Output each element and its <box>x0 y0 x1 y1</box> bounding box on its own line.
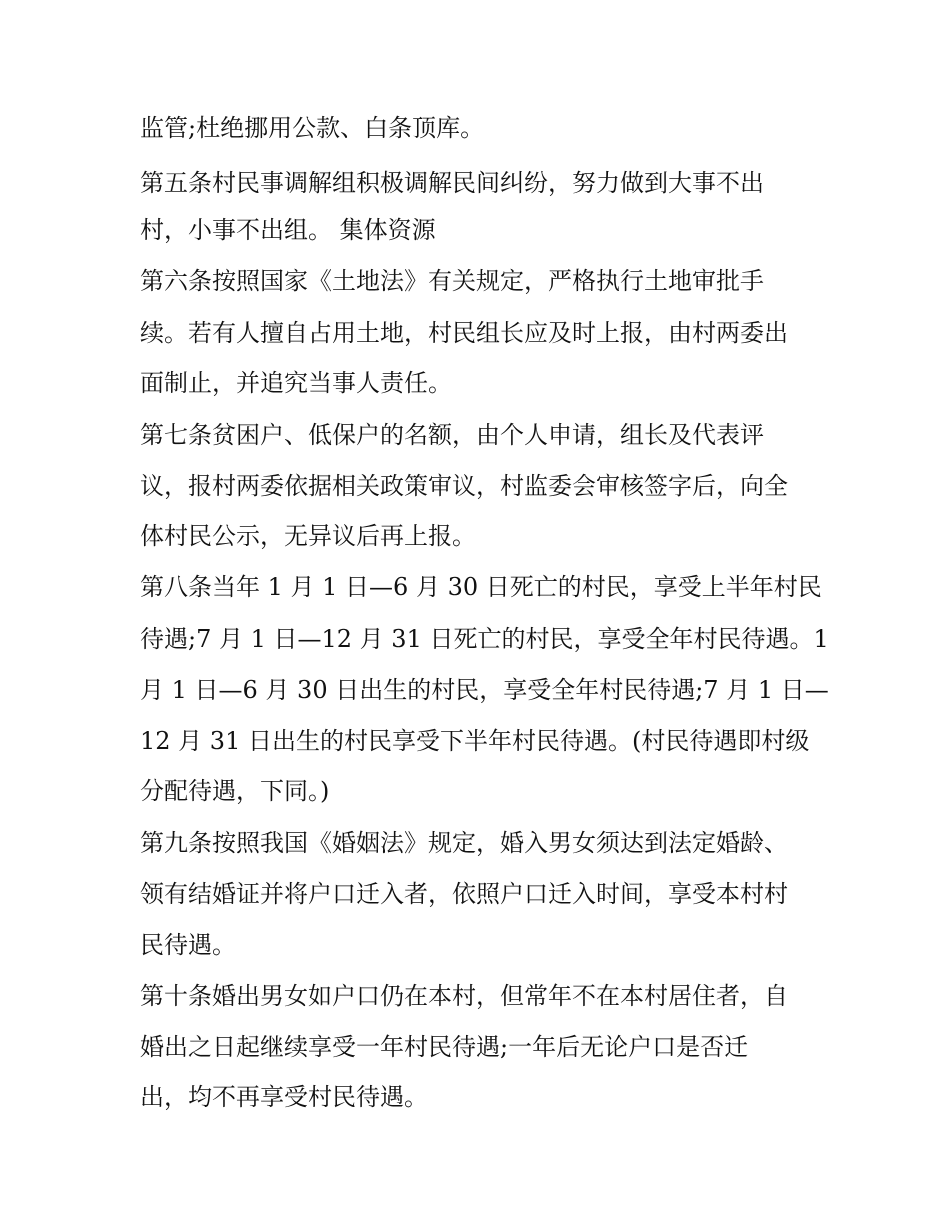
text-line: 第九条按照我国《婚姻法》规定，婚入男女须达到法定婚龄、 <box>140 829 788 857</box>
text-line: 婚出之日起继续享受一年村民待遇;一年后无论户口是否迁 <box>140 1033 749 1061</box>
text-line: 续。若有人擅自占用土地，村民组长应及时上报，由村两委出 <box>140 319 788 347</box>
text-line: 监管;杜绝挪用公款、白条顶库。 <box>140 114 485 142</box>
text-line: 村，小事不出组。 集体资源 <box>140 216 436 244</box>
text-line: 民待遇。 <box>140 931 236 959</box>
text-line: 待遇;7 月 1 日—12 月 31 日死亡的村民，享受全年村民待遇。1 <box>140 625 829 653</box>
text-line: 议，报村两委依据相关政策审议，村监委会审核签字后，向全 <box>140 472 788 500</box>
text-line: 分配待遇，下同。) <box>140 777 330 805</box>
text-line: 第八条当年 1 月 1 日—6 月 30 日死亡的村民，享受上半年村民 <box>140 573 822 601</box>
text-line: 月 1 日—6 月 30 日出生的村民，享受全年村民待遇;7 月 1 日— <box>140 676 829 704</box>
text-line: 12 月 31 日出生的村民享受下半年村民待遇。(村民待遇即村级 <box>140 727 810 755</box>
text-line: 第十条婚出男女如户口仍在本村，但常年不在本村居住者，自 <box>140 982 788 1010</box>
text-line: 领有结婚证并将户口迁入者，依照户口迁入时间，享受本村村 <box>140 880 788 908</box>
text-line: 第五条村民事调解组积极调解民间纠纷，努力做到大事不出 <box>140 169 764 197</box>
text-line: 第六条按照国家《土地法》有关规定，严格执行土地审批手 <box>140 267 764 295</box>
text-line: 面制止，并追究当事人责任。 <box>140 369 452 397</box>
text-line: 体村民公示，无异议后再上报。 <box>140 522 476 550</box>
text-line: 第七条贫困户、低保户的名额，由个人申请，组长及代表评 <box>140 421 764 449</box>
text-line: 出，均不再享受村民待遇。 <box>140 1083 428 1111</box>
